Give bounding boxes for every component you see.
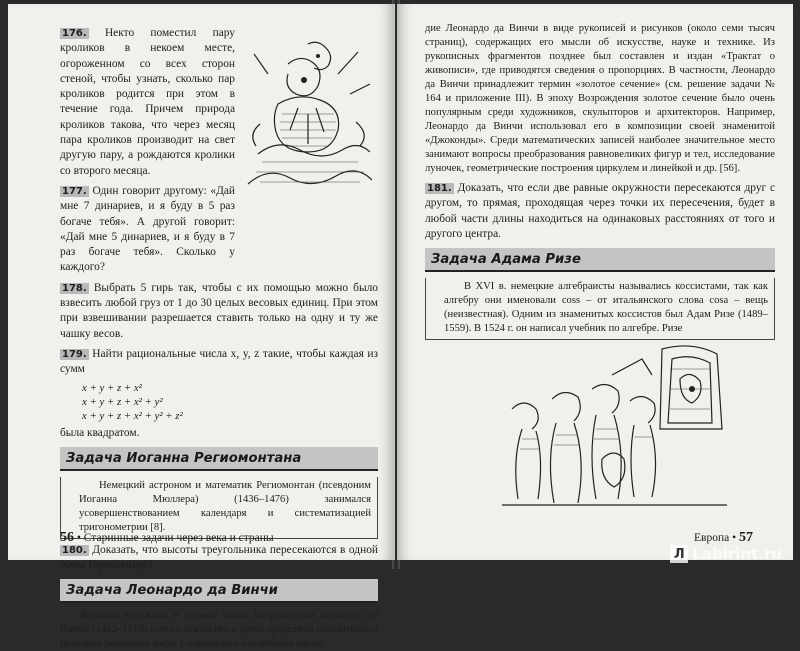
engraving-illustration-right [492, 339, 737, 514]
section-title-regiomontanus: Задача Иоганна Региомонтана [60, 447, 378, 471]
continuation-text: дие Леонардо да Винчи в виде рукописей и рисунков (около семи тысяч страниц), содержащих его мысли об искусстве, науке и технике. Из рукописных фрагментов позднее был составлен и издан «Трактат о живописи», где приводятся сведения о пропорциях. В частности, Леонардо да Винчи принадлежит термин «золотое сечение» (см. решение задачи № 164 и приложение III). В эпоху Возрождения золотое сечение было очень популярным среди художников, скульпторов и архитекторов. Например, Леонардо да Винчи использовал его в композиции своей знаменитой «Джоконды». Среди математических записей наиболее значительное место занимают вопросы преобразования равновеликих фигур и тел, исследование луночек, геометрические построения циркулем и линейкой и др. [56]. [425, 23, 775, 174]
footer-separator: • [732, 532, 737, 544]
page-number: 56 [60, 530, 74, 545]
footer-separator: • [76, 532, 81, 544]
problem-text: Найти рациональные числа x, y, z такие, чтобы каждая из сумм [60, 347, 378, 376]
running-title: Европа [694, 532, 730, 544]
labirint-logo-icon: Л [670, 545, 688, 563]
problem-179 [60, 347, 378, 441]
problem-text: Некто поместил пару кроликов в некоем месте, огороженном со всех сторон стеной, чтобы узнать, сколько пар кроликов родится при этом в течение года. Причем природа кроликов такова, что через месяц пара кроликов производит на свет другую пару, а рождаются кролики со второго месяца. [60, 27, 235, 177]
problem-text: Доказать, что высоты треугольника пересекаются в одной точке (ортоцентре). [60, 543, 378, 572]
problem-number: 179. [62, 348, 87, 360]
section-intro-text: Немецкий астроном и математик Региомонтан (псевдоним Иоганна Мюллера) (1436–1476) занимался усовершенствованием календаря и систематизацией тригонометрии [8]. [79, 479, 371, 533]
problem-number: 176. [62, 28, 87, 39]
section-title-riese: Задача Адама Ризе [425, 248, 775, 272]
problem-text: Один говорит другому: «Дай мне 7 динариев, и я буду в 5 раз богаче тебя». А другой говорит: «Дай мне 5 динариев, и я буду в 7 раз богаче тебя». Сколько у каждого? [60, 184, 235, 274]
section-intro-riese [425, 278, 775, 340]
problem-text: Выбрать 5 гирь так, чтобы с их помощью можно было взвесить любой груз от 1 до 30 целых весовых единиц. При этом при взвешивании разрешается ставить только на одну и ту же чашку весов. [60, 281, 378, 340]
section-intro-text: Великий художник и ученый эпохи Возрождения Леонардо да Винчи (1452–1519) считал искусство и науку средством объективного познания реального мира. Сохранилось богатейшее насле- [60, 610, 378, 650]
page-footer-left [60, 530, 274, 546]
formula-line: x + y + z + x² + y² [82, 395, 163, 408]
continuation-paragraph [425, 22, 775, 176]
problem-text-after: была квадратом. [60, 426, 140, 439]
section-intro-text: В XVI в. немецкие алгебраисты назывались коссистами, так как алгебру они именовали coss – от итальянского слова cosa – вещь (неизвестная). Одним из знаменитых коссистов был Адам Ризе (1489–1559). В 1524 г. он написал учебник по алгебре. Ризе [444, 281, 768, 335]
right-page [397, 4, 793, 560]
left-page [8, 4, 395, 650]
site-watermark [670, 545, 782, 563]
problem-181 [425, 181, 775, 242]
problem-176 [60, 26, 235, 179]
problem-number: 181. [427, 183, 452, 194]
page-number: 57 [739, 530, 753, 545]
formula-line: x + y + z + x² + y² + z² [82, 409, 183, 422]
running-title: Старинные задачи через века и страны [83, 532, 274, 544]
problem-180 [60, 543, 378, 574]
problem-number: 177. [62, 185, 87, 197]
section-intro-leonardo [60, 609, 378, 651]
problem-text: Доказать, что если две равные окружности пересекаются друг с другом, то прямая, проходящая через точки их пересечения, будет в любой части длины находиться на одинаковых расстояниях от того и другого центра. [425, 182, 775, 240]
watermark-text: Labirint.ru [692, 545, 782, 563]
page-footer-right [694, 530, 753, 546]
formula-line: x + y + z + x² [82, 381, 142, 394]
problem-number: 178. [62, 282, 87, 294]
section-title-leonardo: Задача Леонардо да Винчи [60, 579, 378, 603]
problem-number: 180. [62, 544, 87, 556]
problem-178 [60, 281, 378, 342]
problem-177 [60, 184, 235, 276]
